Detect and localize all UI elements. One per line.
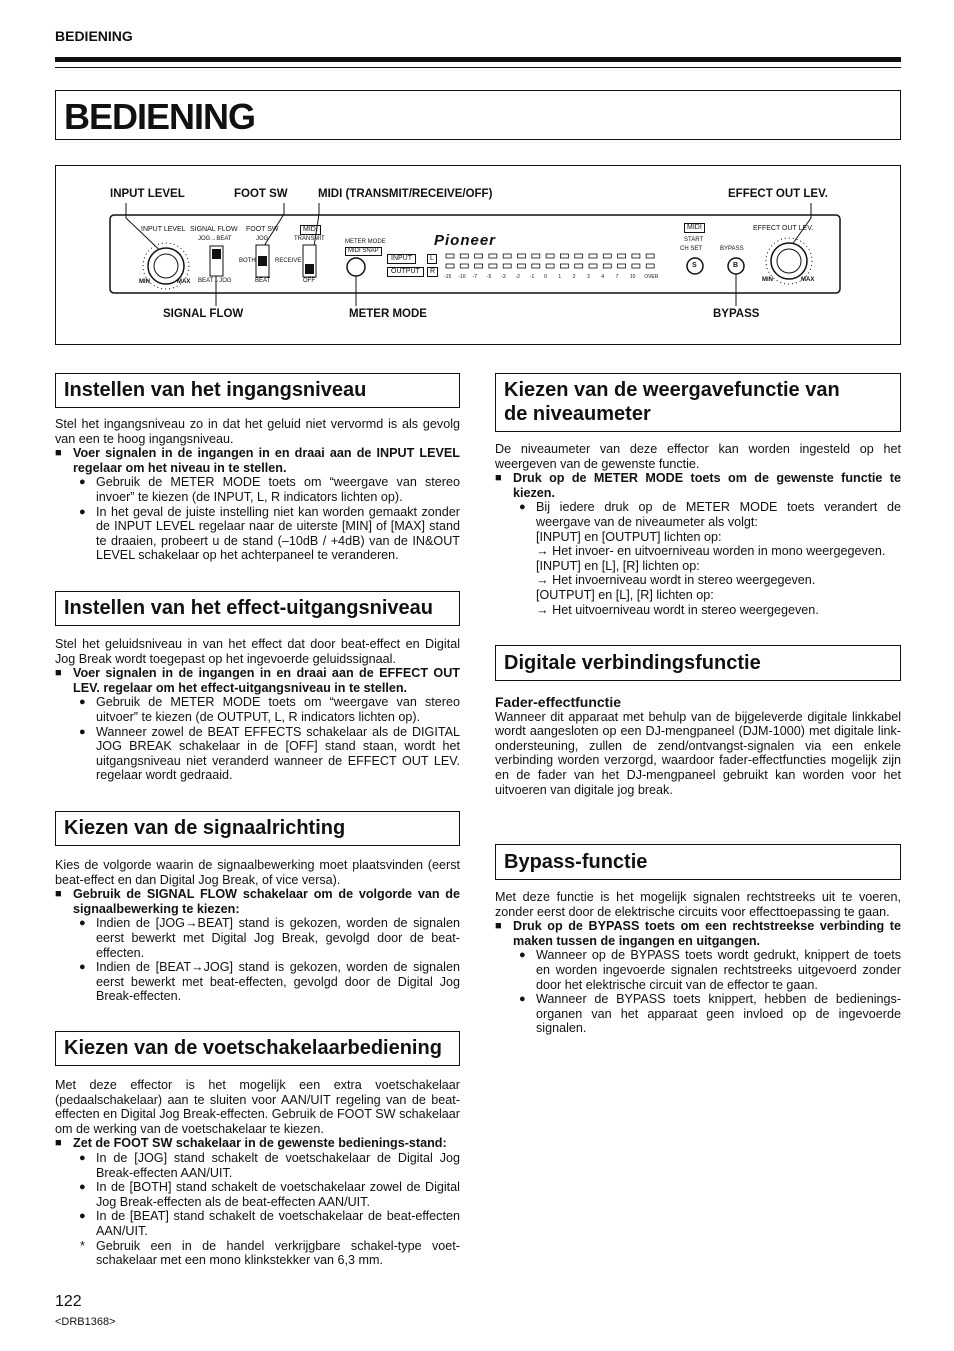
meter-segment <box>546 264 554 268</box>
panel-output: OUTPUT <box>387 267 424 277</box>
s4-intro: Met deze effector is het mogelijk een extra voetschakelaar (pedaalschakelaar) aan te sluiten voor AAN/UIT regeling van de beat-effecten en Digital Jog Break-effecten. Gebruik de FOOT SW schakelaar om de werking van de voetschakelaar te kiezen. <box>55 1078 460 1136</box>
r3-bullet-2: ● Wanneer de BYPASS toets knippert, hebben de bedienings-organen van het apparaat geen invloed op de ingevoerde signalen. <box>495 992 901 1036</box>
panel-s: S <box>692 262 697 269</box>
effect-out-knob-cap <box>777 249 801 273</box>
callout-input-level: INPUT LEVEL <box>110 188 185 200</box>
meter-segment <box>446 254 454 258</box>
callout-foot-sw: FOOT SW <box>234 188 288 200</box>
s4-bullet-1: ● In de [JOG] stand schakelt de voetschakelaar de Digital Jog Break-effecten AAN/UIT. <box>55 1151 460 1180</box>
r1-mode-2-result: → Het invoerniveau wordt in stereo weergegeven. <box>536 573 816 588</box>
r2-subheading: Fader-effectfunctie <box>495 694 622 710</box>
meter-scale-label: 1 <box>558 274 562 280</box>
meter-scale-label: 3 <box>587 274 590 280</box>
meter-segment <box>518 254 526 258</box>
signal-flow-switch-knob <box>212 249 221 259</box>
section-foot-switch-header <box>55 1031 460 1066</box>
s3-step: ■ Gebruik de SIGNAL FLOW schakelaar om de volgorde van de signaalbewerking te kiezen: <box>55 887 460 916</box>
section-digital-link-title: Digitale verbindingsfunctie <box>504 652 761 674</box>
section-signal-flow-body <box>55 858 460 1004</box>
panel-min-2: MIN <box>762 277 773 283</box>
panel-effect-out-lev: EFFECT OUT LEV. <box>753 225 814 232</box>
section-bypass-header <box>495 844 901 880</box>
meter-segment <box>518 264 526 268</box>
callout-meter-mode: METER MODE <box>349 308 427 320</box>
r1-mode-1: [INPUT] en [OUTPUT] lichten op: <box>536 529 722 544</box>
front-panel-diagram <box>55 165 901 345</box>
panel-jog: JOG <box>256 236 269 242</box>
s1-bullet-2: ● In het geval de juiste instelling niet kan worden gemaakt zonder de INPUT LEVEL regelaar naar de uiterste [MIN] of [MAX] stand te draaien, probeert u de stand (–10dB / +4dB) van de IN&OUT LEVEL schakelaar op het achterpaneel te veranderen. <box>55 505 460 563</box>
panel-foot-sw: FOOT SW <box>246 226 279 233</box>
s4-bullet-2: ● In de [BOTH] stand schakelt de voetschakelaar zowel de Digital Jog Break-effecten als de beat-effecten AAN/UIT. <box>55 1180 460 1209</box>
meter-scale-label: -10 <box>458 274 466 280</box>
meter-scale-label: -15 <box>444 274 452 280</box>
panel-signal-flow: SIGNAL FLOW <box>190 226 238 233</box>
section-meter-header <box>495 373 901 432</box>
panel-ch-set: CH SET <box>680 246 703 252</box>
panel-min-1: MIN <box>139 279 150 285</box>
panel-b: B <box>733 262 739 269</box>
meter-segment <box>489 264 497 268</box>
meter-segment <box>532 254 540 258</box>
panel-off: OFF <box>303 278 315 284</box>
meter-segment <box>646 254 654 258</box>
meter-segment <box>489 254 497 258</box>
s4-step: ■ Zet de FOOT SW schakelaar in de gewenste bedienings-stand: <box>55 1136 460 1151</box>
panel-start: START <box>684 237 704 243</box>
meter-segment <box>603 264 611 268</box>
panel-beat: BEAT <box>255 278 271 284</box>
doc-code: <DRB1368> <box>55 1316 116 1328</box>
section-meter-title-line2: de niveaumeter <box>504 403 651 425</box>
panel-input-level: INPUT LEVEL <box>141 226 186 233</box>
meter-segment <box>646 264 654 268</box>
section-digital-link-body <box>495 695 901 797</box>
s3-intro: Kies de volgorde waarin de signaalbewerking moet plaatsvinden (eerst beat-effect en dan Digital Jog Break, of vice versa). <box>55 858 460 887</box>
r3-bullet-1: ● Wanneer op de BYPASS toets wordt gedrukt, knippert de toets en worden ingevoerde signalen rechtstreeks uitgevoerd zonder door het elektrische circuit van de effector te gaan. <box>495 948 901 992</box>
section-effect-level-title: Instellen van het effect-uitgangsniveau <box>64 597 433 619</box>
s1-bullet-1: ● Gebruik de METER MODE toets om “weergave van stereo invoer” te kiezen (de INPUT, L, R indicators lichten op). <box>55 475 460 504</box>
meter-segment <box>546 254 554 258</box>
meter-scale-label: OVER <box>644 274 659 280</box>
section-input-level-title: Instellen van het ingangsniveau <box>64 379 367 401</box>
midi-switch-knob <box>305 264 314 274</box>
section-foot-switch-title: Kiezen van de voetschakelaarbediening <box>64 1037 442 1059</box>
foot-sw-switch-knob <box>258 256 267 266</box>
meter-scale-label: -7 <box>472 274 478 280</box>
section-meter-title-line1: Kiezen van de weergavefunctie van <box>504 379 840 401</box>
page-title-box <box>55 90 901 140</box>
s1-step: ■ Voer signalen in de ingangen in en draai aan de INPUT LEVEL regelaar om het niveau in te stellen. <box>55 446 460 475</box>
s3-bullet-1: ● Indien de [JOG→BEAT] stand is gekozen, worden de signalen eerst bewerkt met Digital Jog Break, gevolgd door de beat-effecten. <box>55 916 460 960</box>
meter-segment <box>560 264 568 268</box>
section-foot-switch-body <box>55 1078 460 1268</box>
meter-segment <box>460 254 468 258</box>
meter-scale-label: -5 <box>486 274 492 280</box>
meter-segment <box>618 264 626 268</box>
meter-scale-label: 2 <box>572 274 576 280</box>
panel-l: L <box>427 254 437 264</box>
section-signal-flow-title: Kiezen van de signaalrichting <box>64 817 346 839</box>
header-rule-thin <box>55 67 901 68</box>
panel-both: BOTH <box>239 258 256 264</box>
s2-bullet-2: ● Wanneer zowel de BEAT EFFECTS schakelaar als de DIGITAL JOG BREAK schakelaar in de [OFF] stand staan, wordt het uitgangsniveau niet veranderd wanneer de EFFECT OUT LEV. regelaar wordt gedraaid. <box>55 725 460 783</box>
meter-segment <box>575 254 583 258</box>
meter-segment <box>503 264 511 268</box>
page-number: 122 <box>55 1293 82 1310</box>
meter-scale-label: -1 <box>529 274 535 280</box>
input-level-knob-cap <box>154 254 178 278</box>
callout-bypass: BYPASS <box>713 308 760 320</box>
r1-mode-3-result: → Het uitvoerniveau wordt in stereo weergegeven. <box>536 602 819 617</box>
panel-beat-jog: BEAT→JOG <box>198 278 232 284</box>
s4-note: * Gebruik een in de handel verkrijgbare schakel-type voet-schakelaar met een mono klinkstekker van 6,3 mm. <box>55 1239 460 1268</box>
section-signal-flow-header <box>55 811 460 846</box>
header-rule-thick <box>55 57 901 62</box>
panel-r: R <box>427 267 438 277</box>
meter-segment <box>475 264 483 268</box>
panel-bypass: BYPASS <box>720 246 744 252</box>
panel-max-1: MAX <box>177 279 191 285</box>
r3-intro: Met deze functie is het mogelijk signalen rechtstreeks uit te voeren, zonder eerst door de elektrische circuits voor effecttoepassing te gaan. <box>495 890 901 919</box>
panel-jog-beat: JOG→BEAT <box>198 236 232 242</box>
s1-intro: Stel het ingangsniveau zo in dat het geluid niet vervormd is als gevolg van een te hoog ingangsniveau. <box>55 417 460 446</box>
section-digital-link-header <box>495 645 901 681</box>
callout-signal-flow: SIGNAL FLOW <box>163 308 244 320</box>
meter-segment <box>589 254 597 258</box>
pioneer-logo: Pioneer <box>434 232 497 249</box>
meter-scale-label: 7 <box>615 274 619 280</box>
callout-midi: MIDI (TRANSMIT/RECEIVE/OFF) <box>318 188 493 200</box>
level-meter-bars <box>446 254 654 268</box>
meter-segment <box>589 264 597 268</box>
panel-drawing <box>56 166 902 346</box>
meter-scale-label: 10 <box>629 274 636 280</box>
meter-scale-label: 4 <box>601 274 605 280</box>
meter-segment <box>618 254 626 258</box>
meter-segment <box>560 254 568 258</box>
panel-meter-mode: METER MODE <box>345 239 386 245</box>
meter-scale-label: -3 <box>501 274 506 280</box>
meter-segment <box>446 264 454 268</box>
meter-scale-label: 0 <box>544 274 547 280</box>
panel-input: INPUT <box>387 254 416 264</box>
section-input-level-header <box>55 373 460 408</box>
meter-segment <box>632 254 640 258</box>
r1-mode-1-result: → Het invoer- en uitvoerniveau worden in mono weergegeven. <box>536 544 886 559</box>
r1-mode-2: [INPUT] en [L], [R] lichten op: <box>536 558 700 573</box>
panel-receive: RECEIVE <box>275 258 302 264</box>
r1-intro: De niveaumeter van deze effector kan worden ingesteld op het weergeven van de gewenste functie. <box>495 442 901 471</box>
panel-midi: MIDI <box>300 225 321 235</box>
meter-mode-button <box>347 258 365 276</box>
r1-mode-3: [OUTPUT] en [L], [R] lichten op: <box>536 587 714 602</box>
s4-bullet-3: ● In de [BEAT] stand schakelt de voetschakelaar de beat-effecten AAN/UIT. <box>55 1209 460 1238</box>
s3-bullet-2: ● Indien de [BEAT→JOG] stand is gekozen, worden de signalen eerst bewerkt met beat-effecten, gevolgd door de Digital Jog Break-effecten. <box>55 960 460 1004</box>
meter-segment <box>632 264 640 268</box>
meter-segment <box>532 264 540 268</box>
section-effect-level-body <box>55 637 460 783</box>
meter-scale <box>444 274 664 282</box>
meter-segment <box>603 254 611 258</box>
r3-step: ■ Druk op de BYPASS toets om een rechtstreekse verbinding te maken tussen de ingangen en uitgangen. <box>495 919 901 948</box>
panel-max-2: MAX <box>801 277 815 283</box>
meter-segment <box>460 264 468 268</box>
section-meter-body <box>495 442 901 617</box>
panel-transmit: TRANSMIT <box>294 236 325 242</box>
page-title: BEDIENING <box>64 96 256 137</box>
s2-intro: Stel het geluidsniveau in van het effect dat door beat-effect en Digital Jog Break wordt toegepast op het ingevoerde geluidssignaal. <box>55 637 460 666</box>
s2-bullet-1: ● Gebruik de METER MODE toets om “weergave van stereo uitvoer” te kiezen (de OUTPUT, L, R indicators lichten op). <box>55 695 460 724</box>
section-input-level-body <box>55 417 460 563</box>
meter-segment <box>575 264 583 268</box>
meter-segment <box>475 254 483 258</box>
meter-segment <box>503 254 511 258</box>
section-bypass-body <box>495 890 901 1036</box>
section-bypass-title: Bypass-functie <box>504 851 648 873</box>
callout-effect-out-lev: EFFECT OUT LEV. <box>728 188 828 200</box>
r2-body: Wanneer dit apparaat met behulp van de bijgeleverde digitale linkkabel wordt aangesloten op een DJ-mengpaneel (DJM-1000) met digitale link-ondersteuning, zullen de zend/ontvangst-signalen via een enkele verbinding worden verzorgd, waardoor fader-effectfuncties mogelijk zijn en de fader van het DJ-mengpaneel gebruikt kan worden voor het uitvoeren van digitale jog break. <box>495 709 901 797</box>
running-header: BEDIENING <box>55 28 133 44</box>
section-effect-level-header <box>55 591 460 626</box>
s2-step: ■ Voer signalen in de ingangen in en draai aan de EFFECT OUT LEV. regelaar om het effect-uitgangsniveau in te stellen. <box>55 666 460 695</box>
panel-midi-snap: MIDI SNAP <box>345 247 382 256</box>
panel-midi-2: MIDI <box>684 223 705 233</box>
r1-step: ■ Druk op de METER MODE toets om de gewenste functie te kiezen. <box>495 471 901 500</box>
r1-bullet-1: ● Bij iedere druk op de METER MODE toets verandert de weergave van de niveaumeter als volgt: <box>495 500 901 529</box>
meter-scale-label: -2 <box>515 274 520 280</box>
